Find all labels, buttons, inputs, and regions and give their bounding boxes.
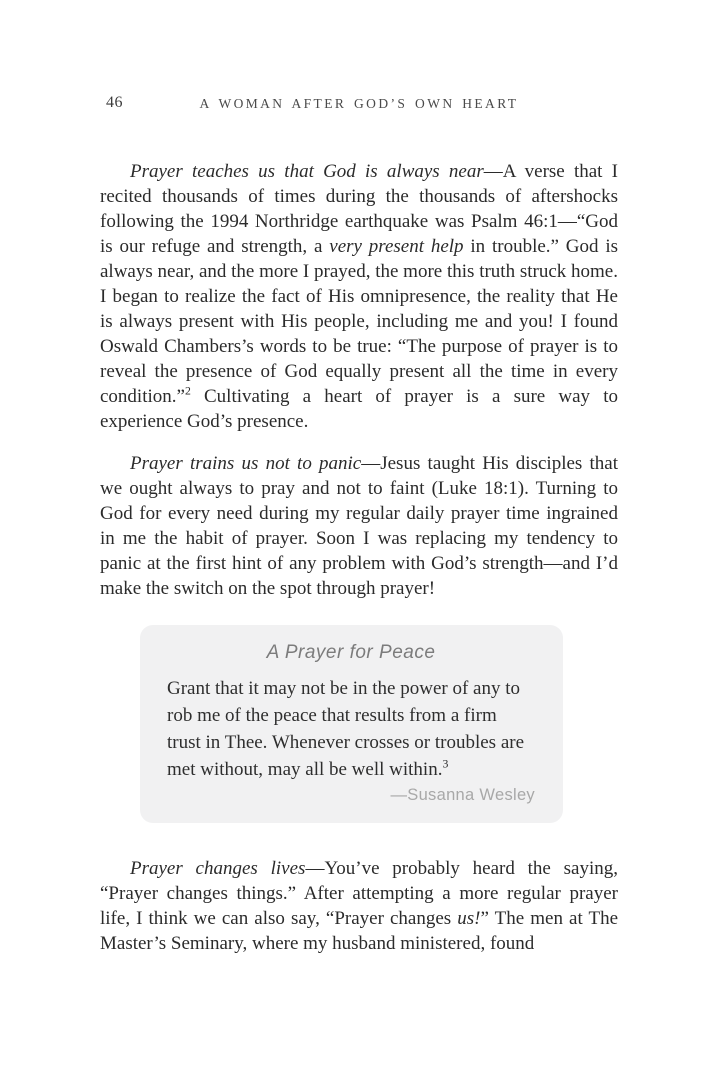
footnote-marker-3: 3 xyxy=(442,757,449,771)
paragraph-text: —You’ve probably heard the saying, “Prayer changes things.” After attempting a more regular prayer life, I think we can also say, “Prayer changes xyxy=(100,858,618,929)
paragraph-text: Cultivating a heart of prayer is a sure way to experience God’s presence. xyxy=(100,386,618,432)
prayer-box-body xyxy=(167,675,535,783)
paragraph-lead-italic: Prayer teaches us that God is always near xyxy=(130,161,484,182)
inline-italic: us! xyxy=(457,908,481,929)
inline-italic: very present help xyxy=(329,236,464,257)
prayer-quote-box xyxy=(140,625,563,823)
paragraph-text: in trouble.” God is always near, and the more I prayed, the more this truth struck home. I began to realize the fact of His omnipresence, the reality that He is always present with His people, including me and you! I found Oswald Chambers’s words to be true: “The purpose of prayer is to reveal the presence of God equally present all the time in every condition.” xyxy=(100,236,618,407)
prayer-box-title: A Prayer for Peace xyxy=(266,642,436,663)
text-column xyxy=(100,0,618,956)
paragraph-prayer-teaches xyxy=(100,159,618,434)
paragraph-text: —Jesus taught His disciples that we ought always to pray and not to faint (Luke 18:1). Turning to God for every need during my regular daily prayer time ingrained in me the habit of prayer. Soon I was replacing my tendency to panic at the first hint of any problem with God’s strength—and I’d make the switch on the spot through prayer! xyxy=(100,453,618,599)
footnote-marker-2: 2 xyxy=(184,384,191,398)
paragraph-text: —A verse that I recited thousands of times during the thousands of aftershocks following the 1994 Northridge earthquake was Psalm 46:1—“God is our refuge and strength, a xyxy=(100,161,618,257)
running-title: A WOMAN AFTER GOD’S OWN HEART xyxy=(199,96,519,111)
prayer-attribution: —Susanna Wesley xyxy=(390,786,535,804)
paragraph-text: ” The men at The Master’s Seminary, where my husband ministered, found xyxy=(100,908,619,954)
paragraph-prayer-changes xyxy=(100,856,618,956)
prayer-text: Grant that it may not be in the power of any to rob me of the peace that results from a firm trust in Thee. Whenever crosses or troubles are met without, may all be well within. xyxy=(167,678,525,780)
page-number: 46 xyxy=(106,94,123,111)
paragraph-lead-italic: Prayer trains us not to panic xyxy=(130,453,362,474)
paragraph-lead-italic: Prayer changes lives xyxy=(130,858,306,879)
paragraph-prayer-trains xyxy=(100,451,618,601)
running-header xyxy=(100,0,618,118)
